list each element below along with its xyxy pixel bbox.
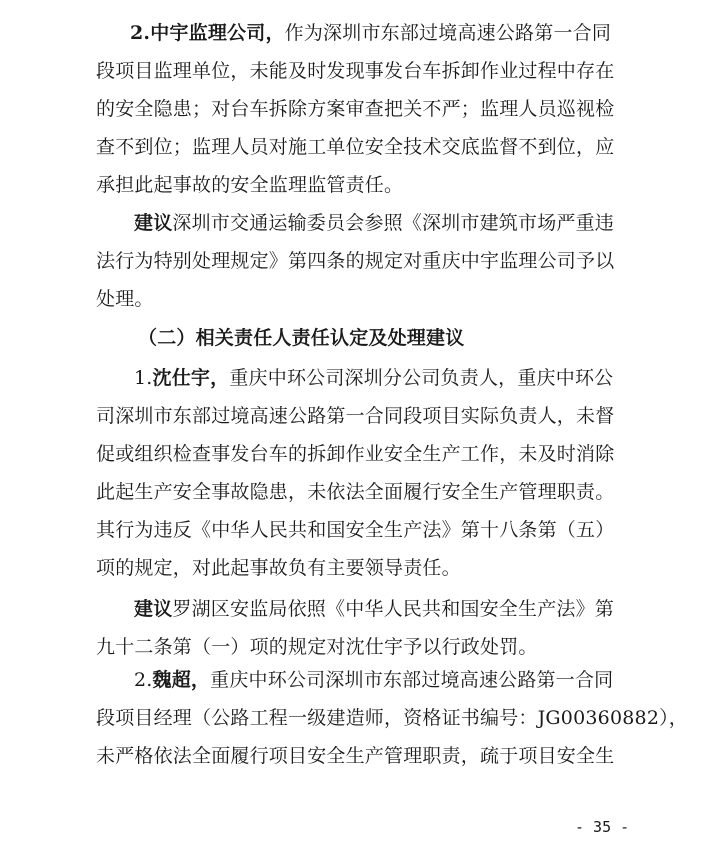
- page-number: - 35 -: [575, 818, 630, 836]
- para1-line5: 承担此起事故的安全监理监管责任。: [96, 174, 404, 196]
- para4-line2: 段项目经理（公路工程一级建造师，资格证书编号：JG00360882），: [96, 707, 689, 729]
- para4-line1: [134, 667, 613, 693]
- para1-text: 作为深圳市东部过境高速公路第一合同: [284, 22, 612, 44]
- para4-number: 2.: [134, 669, 153, 691]
- suggest3-line2: 九十二条第（一）项的规定对沈仕宇予以行政处罚。: [96, 636, 538, 658]
- para1-line4: 查不到位；监理人员对施工单位安全技术交底监督不到位，应: [96, 136, 615, 158]
- suggest1-line3: 处理。: [96, 288, 154, 310]
- para4-subject: 魏超，: [152, 669, 211, 691]
- section-heading: （二）相关责任人责任认定及处理建议: [138, 327, 465, 349]
- para3-number: 1.: [134, 367, 153, 389]
- para3-line1: [134, 365, 613, 391]
- para1-subject: 中宇监理公司，: [150, 22, 285, 44]
- suggest3-label: 建议: [134, 598, 173, 620]
- suggest1-line1: [134, 210, 614, 236]
- suggest3-line1: [134, 596, 614, 622]
- para3-line2: 司深圳市东部过境高速公路第一合同段项目实际负责人，未督: [96, 405, 615, 427]
- para1-number: 2.: [130, 22, 151, 44]
- suggest1-text: 深圳市交通运输委员会参照《深圳市建筑市场严重违: [172, 212, 615, 234]
- para3-line6: 项的规定，对此起事故负有主要领导责任。: [96, 557, 461, 579]
- suggest3-text: 罗湖区安监局依照《中华人民共和国安全生产法》第: [172, 598, 615, 620]
- para3-line3: 促或组织检查事发台车的拆卸作业安全生产工作，未及时消除: [96, 443, 615, 465]
- suggest1-line2: 法行为特别处理规定》第四条的规定对重庆中宇监理公司予以: [96, 250, 615, 272]
- para1-line3: 的安全隐患；对台车拆除方案审查把关不严；监理人员巡视检: [96, 98, 615, 120]
- para4-line3: 未严格依法全面履行项目安全生产管理职责，疏于项目安全生: [96, 745, 615, 767]
- para4-text: 重庆中环公司深圳市东部过境高速公路第一合同: [210, 669, 614, 691]
- para3-text: 重庆中环公司深圳分公司负责人，重庆中环公: [229, 367, 614, 389]
- suggest1-label: 建议: [134, 212, 173, 234]
- para1-line1: [130, 20, 611, 46]
- para1-line2: 段项目监理单位，未能及时发现事发台车拆卸作业过程中存在: [96, 60, 615, 82]
- para3-line5: 其行为违反《中华人民共和国安全生产法》第十八条第（五）: [96, 519, 615, 541]
- para3-subject: 沈仕宇，: [152, 367, 230, 389]
- para3-line4: 此起生产安全事故隐患，未依法全面履行安全生产管理职责。: [96, 481, 615, 503]
